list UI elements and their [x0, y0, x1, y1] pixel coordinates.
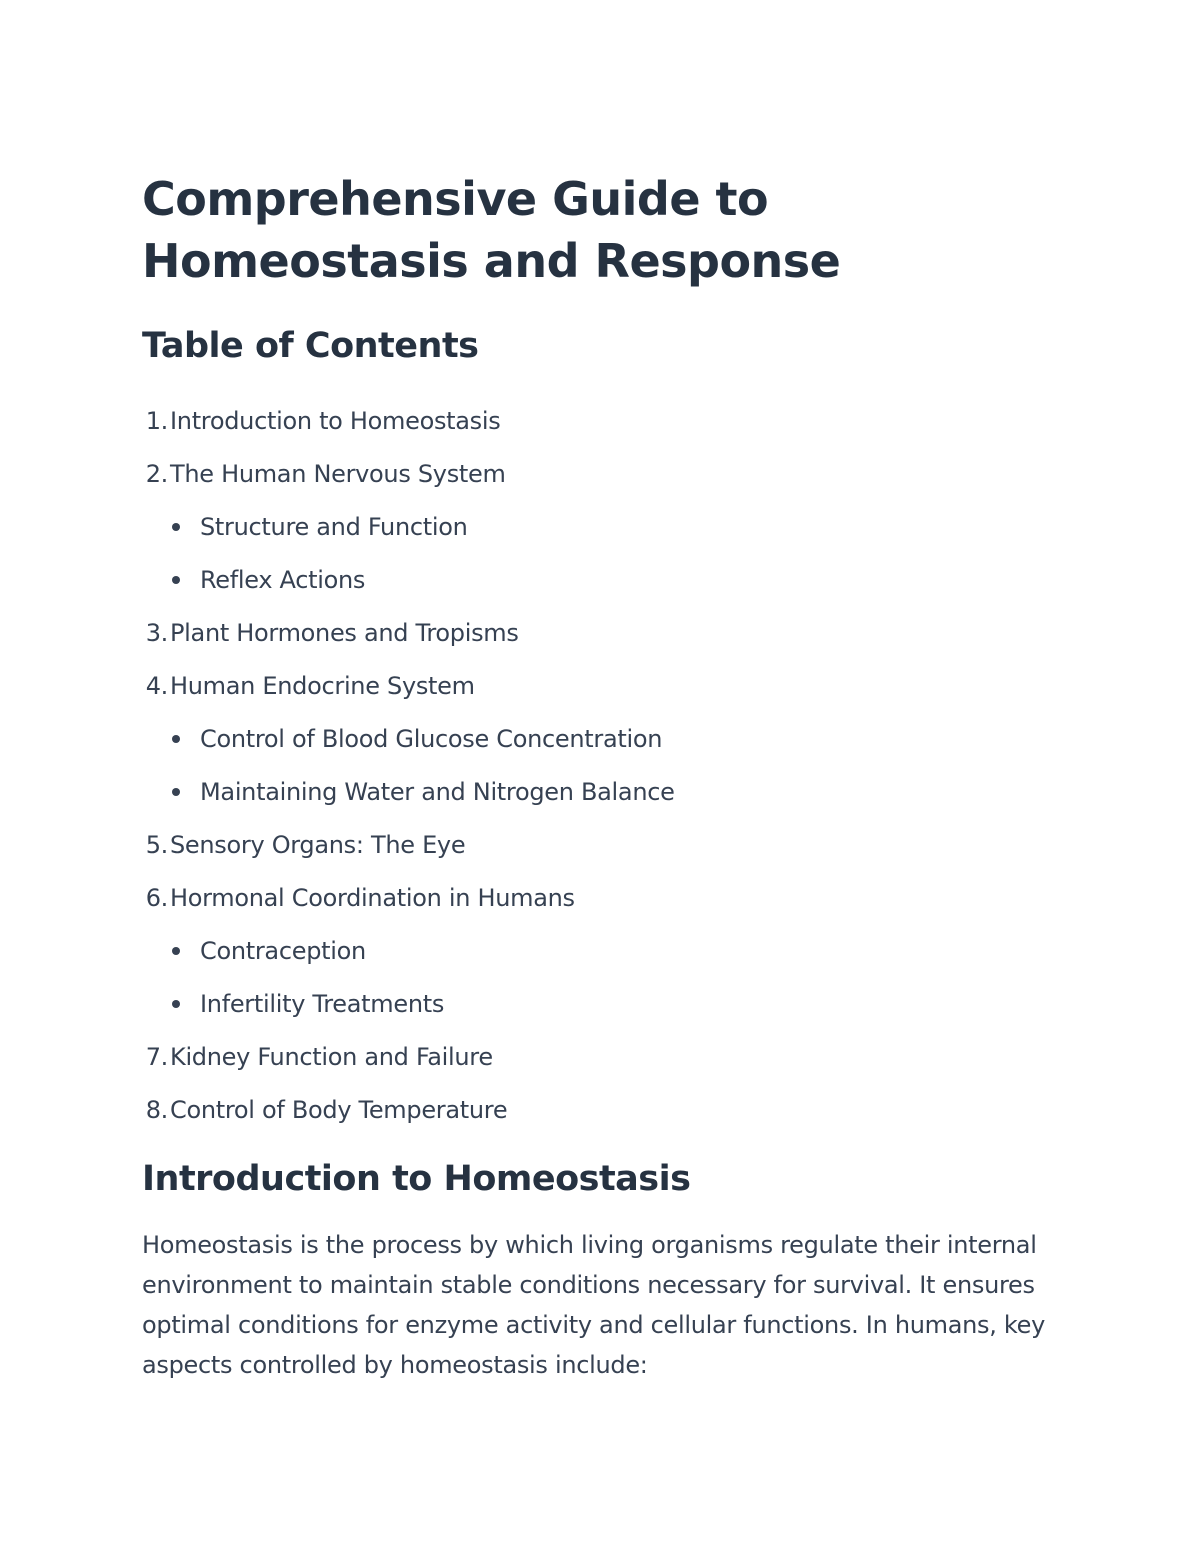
toc-subitem-infertility[interactable]: [142, 978, 1058, 1031]
toc-item-number: 6.: [145, 884, 168, 912]
toc-item-label: Control of Body Temperature: [170, 1096, 508, 1124]
toc-subitem-label: Maintaining Water and Nitrogen Balance: [200, 778, 675, 806]
toc-item-nervous-system[interactable]: [142, 448, 1058, 501]
toc-item-hormonal-coordination[interactable]: [142, 872, 1058, 925]
toc-item-plant-hormones[interactable]: [142, 607, 1058, 660]
toc-subitem-label: Control of Blood Glucose Concentration: [200, 725, 663, 753]
toc-item-number: 4.: [145, 672, 168, 700]
toc-item-number: 1.: [145, 407, 168, 435]
toc-item-number: 2.: [145, 460, 168, 488]
bullet-icon: [172, 1000, 180, 1008]
toc-item-number: 3.: [145, 619, 168, 647]
toc-item-number: 7.: [145, 1043, 168, 1071]
section-heading-introduction: Introduction to Homeostasis: [142, 1159, 691, 1199]
bullet-icon: [172, 523, 180, 531]
intro-paragraph: Homeostasis is the process by which living organisms regulate their internal environment to maintain stable conditions necessary for survival. It ensures optimal conditions for enzyme activity and cellular functions. In humans, key aspects controlled by homeostasis include:: [142, 1231, 1046, 1379]
toc-item-label: Introduction to Homeostasis: [170, 407, 501, 435]
toc-item-label: Hormonal Coordination in Humans: [170, 884, 575, 912]
toc-subitem-label: Reflex Actions: [200, 566, 366, 594]
toc-item-label: Human Endocrine System: [170, 672, 475, 700]
toc-item-number: 8.: [145, 1096, 168, 1124]
bullet-icon: [172, 576, 180, 584]
toc-item-kidney-function[interactable]: [142, 1031, 1058, 1084]
toc-subitem-label: Infertility Treatments: [200, 990, 445, 1018]
toc-item-number: 5.: [145, 831, 168, 859]
table-of-contents: [142, 395, 1058, 1137]
toc-item-sensory-organs[interactable]: [142, 819, 1058, 872]
bullet-icon: [172, 788, 180, 796]
toc-subitem-structure-function[interactable]: [142, 501, 1058, 554]
toc-item-body-temperature[interactable]: [142, 1084, 1058, 1137]
bullet-icon: [172, 735, 180, 743]
toc-item-label: Kidney Function and Failure: [170, 1043, 493, 1071]
toc-subitem-label: Structure and Function: [200, 513, 468, 541]
toc-item-label: The Human Nervous System: [170, 460, 506, 488]
bullet-icon: [172, 947, 180, 955]
toc-item-label: Plant Hormones and Tropisms: [170, 619, 519, 647]
toc-subitem-label: Contraception: [200, 937, 366, 965]
toc-item-introduction[interactable]: [142, 395, 1058, 448]
toc-heading: Table of Contents: [142, 326, 479, 366]
document-title: Comprehensive Guide to Homeostasis and Response: [142, 172, 841, 288]
toc-subitem-reflex-actions[interactable]: [142, 554, 1058, 607]
toc-subitem-contraception[interactable]: [142, 925, 1058, 978]
toc-subitem-blood-glucose[interactable]: [142, 713, 1058, 766]
toc-item-endocrine-system[interactable]: [142, 660, 1058, 713]
toc-item-label: Sensory Organs: The Eye: [170, 831, 466, 859]
toc-subitem-water-nitrogen[interactable]: [142, 766, 1058, 819]
